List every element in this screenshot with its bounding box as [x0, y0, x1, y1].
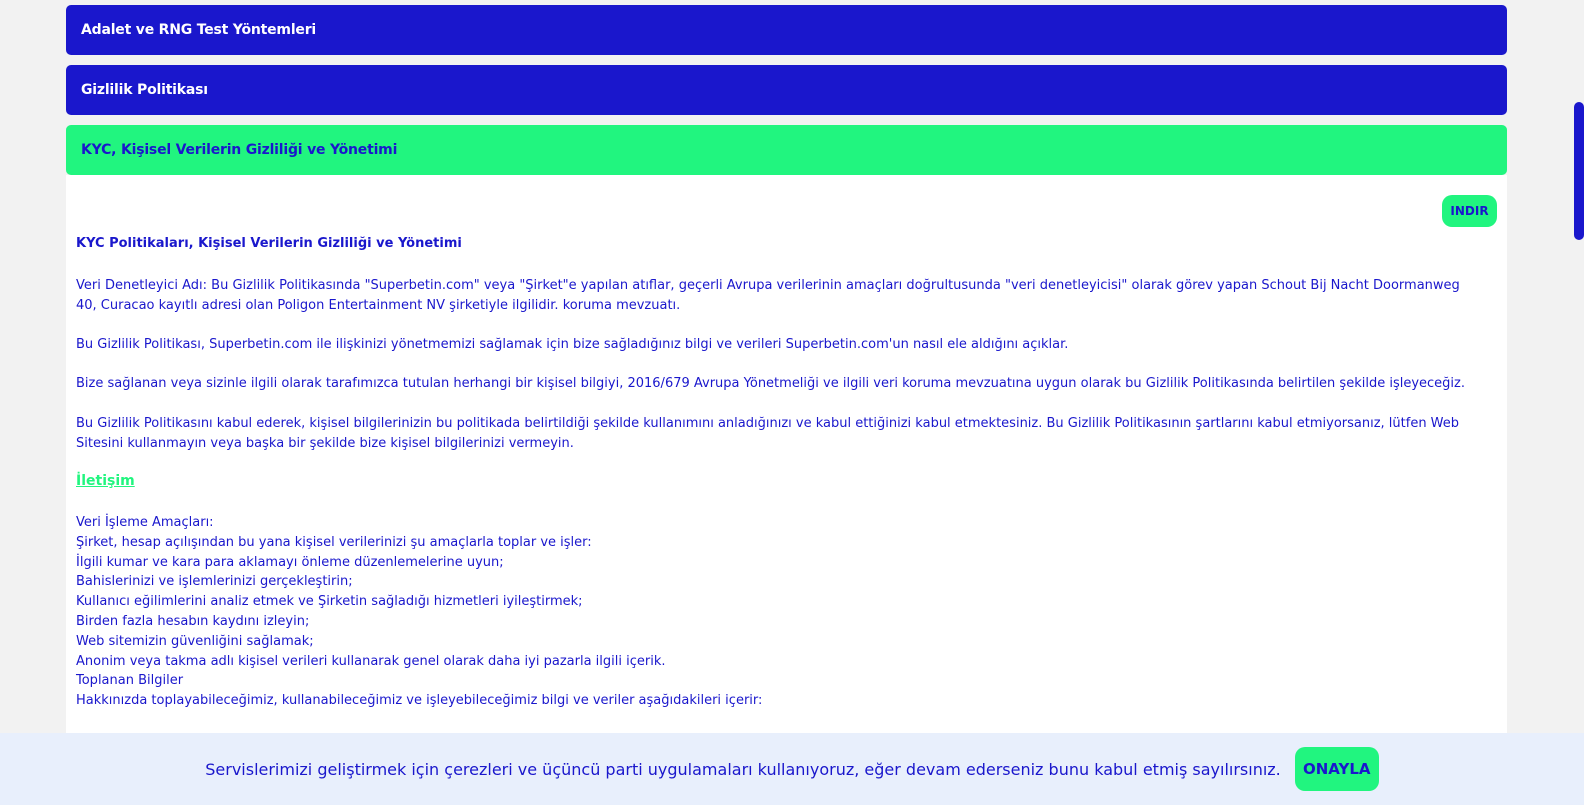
list-item: Kullanıcı eğilimlerini analiz etmek ve Şirketin sağladığı hizmetleri iyileştirmek; [76, 594, 583, 610]
accept-cookies-button[interactable]: ONAYLA [1295, 747, 1379, 791]
accordion-privacy-policy[interactable] [66, 65, 1507, 115]
list-item: Hakkınızda toplayabileceğimiz, kullanabileceğimiz ve işleyebileceğimiz bilgi ve veriler aşağıdakileri içerir: [76, 693, 763, 709]
list-item: Veri İşleme Amaçları: [76, 515, 214, 530]
list-item: Toplanan Bilgiler [76, 673, 184, 689]
accordion-label: KYC, Kişisel Verilerin Gizliliği ve Yönetimi [81, 142, 398, 158]
paragraph-regulation: Bize sağlanan veya sizinle ilgili olarak tarafımızca tutulan herhangi bir kişisel bilgiyi, 2016/679 Avrupa Yönetmeliği ve ilgili veri koruma mevzuatına uygun olarak bu Gizlilik Politikasında belirtilen şekilde işleyeceğiz. [76, 376, 1465, 391]
download-button[interactable]: INDIR [1442, 195, 1497, 227]
list-item: Şirket, hesap açılışından bu yana kişisel verilerinizi şu amaçlarla toplar ve işler: [76, 534, 592, 550]
contact-link[interactable]: İletişim [76, 473, 135, 489]
paragraph-acceptance: Bu Gizlilik Politikasını kabul ederek, kişisel bilgilerinizin bu politikada belirtildiği şekilde kullanımını anladığınızı ve kabul ettiğinizi kabul etmektesiniz. Bu Gizlilik Politikasının şartlarını kabul etmiyorsanız, lütfen Web Sitesini kullanmayın veya başka bir şekilde bize kişisel bilgilerinizi vermeyin. [76, 416, 1460, 451]
cookie-consent-bar [0, 733, 1584, 805]
cookie-message: Servislerimizi geliştirmek için çerezleri ve üçüncü parti uygulamaları kullanıyoruz, eğer devam ederseniz bunu kabul etmiş sayılırsınız. [205, 759, 1281, 779]
list-item: Anonim veya takma adlı kişisel verileri kullanarak genel olarak daha iyi pazarla ilgili içerik. [76, 653, 666, 669]
paragraph-policy-scope: Bu Gizlilik Politikası, Superbetin.com ile ilişkinizi yönetmemizi sağlamak için bize sağladığınız bilgi ve verileri Superbetin.com'un nasıl ele aldığını açıklar. [76, 337, 1069, 352]
accordion-content-panel [66, 175, 1507, 805]
scrollbar-thumb[interactable] [1574, 102, 1584, 240]
list-item: İlgili kumar ve kara para aklamayı önleme düzenlemelerine uyun; [76, 554, 504, 570]
list-item: Birden fazla hesabın kaydını izleyin; [76, 613, 310, 629]
document-title: KYC Politikaları, Kişisel Verilerin Gizliliği ve Yönetimi [76, 236, 462, 251]
accordion-label: Adalet ve RNG Test Yöntemleri [81, 22, 317, 38]
processing-purposes-list [76, 513, 1471, 711]
list-item: Bahislerinizi ve işlemlerinizi gerçekleştirin; [76, 574, 353, 590]
accordion-label: Gizlilik Politikası [81, 82, 208, 98]
accordion-kyc-active[interactable] [66, 125, 1507, 175]
accordion-fairness-rng[interactable] [66, 5, 1507, 55]
paragraph-data-controller: Veri Denetleyici Adı: Bu Gizlilik Politikasında "Superbetin.com" veya "Şirket"e yapılan atıflar, geçerli Avrupa verilerinin amaçları doğrultusunda "veri denetleyicisi" olarak görev yapan Schout Bij Nacht Doormanweg 40, Curacao kayıtlı adresi olan Poligon Entertainment NV şirketiyle ilgilidir. koruma mevzuatı. [76, 278, 1460, 313]
list-item: Web sitemizin güvenliğini sağlamak; [76, 633, 314, 649]
